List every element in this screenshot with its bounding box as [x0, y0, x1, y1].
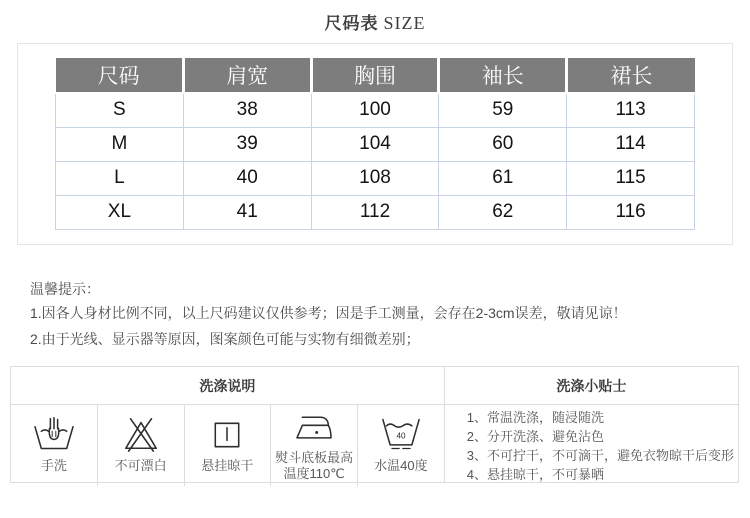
care-tips-title: 洗涤小贴士 — [445, 367, 738, 405]
care-item-label: 手洗 — [40, 458, 67, 473]
cell-value: 61 — [439, 161, 567, 195]
cell-value: 114 — [567, 127, 695, 161]
hand-wash-icon — [32, 417, 76, 453]
care-tip: 3、不可拧干，不可滴干，避免衣物晾干后变形 — [466, 448, 734, 463]
header-cell-size: 尺码 — [56, 58, 184, 93]
cell-value: 100 — [311, 93, 439, 127]
care-item-label: 不可漂白 — [114, 458, 167, 473]
notice-heading: 温馨提示： — [30, 281, 100, 297]
cell-value: 39 — [183, 127, 311, 161]
notice-section — [30, 278, 750, 352]
size-table — [55, 58, 695, 230]
care-tip: 1、常温洗涤，随浸随洗 — [466, 410, 604, 425]
cell-size: XL — [56, 195, 184, 229]
header-cell-shoulder: 肩宽 — [183, 58, 311, 93]
table-row — [56, 127, 695, 161]
care-panel — [10, 366, 739, 483]
header-cell-bust: 胸围 — [311, 58, 439, 93]
table-row — [56, 161, 695, 195]
page-title-en: SIZE — [383, 13, 426, 33]
notice-line: 2.由于光线、显示器等原因，图案颜色可能与实物有细微差别； — [30, 331, 420, 347]
care-tips-section — [445, 367, 738, 482]
notice-line: 1.因各人身材比例不同，以上尺码建议仅供参考；因是手工测量，会存在2-3cm误差，敬请见谅！ — [30, 305, 627, 321]
cell-size: L — [56, 161, 184, 195]
care-item-label: 熨斗底板最高温度110℃ — [275, 450, 354, 481]
water-temp-icon — [379, 417, 423, 453]
iron-low-icon — [292, 409, 336, 445]
table-row — [56, 195, 695, 229]
cell-value: 41 — [183, 195, 311, 229]
care-item-label: 水温40度 — [374, 458, 428, 473]
cell-value: 62 — [439, 195, 567, 229]
cell-value: 104 — [311, 127, 439, 161]
care-tip: 4、悬挂晾干，不可暴晒 — [466, 467, 604, 482]
no-bleach-icon — [122, 417, 160, 453]
cell-value: 60 — [439, 127, 567, 161]
care-item-label: 悬挂晾干 — [201, 458, 254, 473]
hang-dry-icon — [209, 417, 245, 453]
header-cell-skirt: 裙长 — [567, 58, 695, 93]
cell-value: 108 — [311, 161, 439, 195]
cell-size: S — [56, 93, 184, 127]
care-item-hand-wash — [11, 405, 98, 486]
size-table-header-row — [56, 58, 695, 93]
cell-value: 116 — [567, 195, 695, 229]
care-item-no-bleach — [98, 405, 185, 486]
header-cell-sleeve: 袖长 — [439, 58, 567, 93]
size-chart-page — [0, 9, 750, 483]
cell-value: 112 — [311, 195, 439, 229]
water-temp-value: 40 — [396, 431, 406, 441]
cell-value: 113 — [567, 93, 695, 127]
page-title-zh: 尺码表 — [324, 14, 379, 33]
care-item-water-temp — [358, 405, 444, 486]
cell-value: 38 — [183, 93, 311, 127]
care-instructions-section — [11, 367, 445, 482]
care-item-iron-low — [271, 405, 358, 486]
care-item-hang-dry — [185, 405, 272, 486]
cell-value: 40 — [183, 161, 311, 195]
table-row — [56, 93, 695, 127]
care-tip: 2、分开洗涤、避免沾色 — [466, 429, 604, 444]
size-table-container — [17, 43, 733, 245]
cell-value: 59 — [439, 93, 567, 127]
page-title — [0, 9, 750, 34]
care-tips-list — [445, 405, 738, 484]
cell-size: M — [56, 127, 184, 161]
care-icons-row — [11, 405, 444, 486]
cell-value: 115 — [567, 161, 695, 195]
care-instructions-title: 洗涤说明 — [11, 367, 444, 405]
